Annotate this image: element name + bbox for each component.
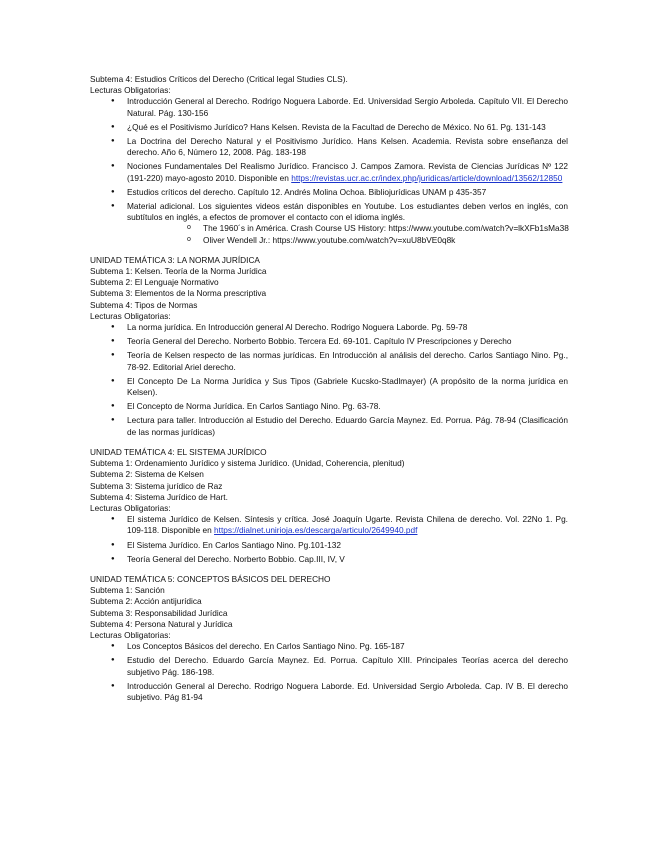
subtema-item: Subtema 1: Sanción bbox=[90, 585, 165, 596]
video-item: o The 1960´s in América. Crash Course US History: https://www.youtube.com/watch?v=lkXFb1sMa38 bbox=[127, 223, 568, 234]
reading-item: ● Teoría de Kelsen respecto de las normas jurídicas. En Introducción al análisis del derecho. Carlos Santiago Nino. Pg., 78-92. Editorial Ariel derecho. bbox=[90, 350, 568, 372]
subtema-item: Subtema 4: Persona Natural y Jurídica bbox=[90, 618, 233, 629]
subtema-item: Subtema 1: Kelsen. Teoría de la Norma Jurídica bbox=[90, 266, 267, 277]
subtema-item: Subtema 1: Ordenamiento Jurídico y sistema Jurídico. (Unidad, Coherencia, plenitud) bbox=[90, 458, 405, 469]
readings-list bbox=[90, 96, 568, 245]
reading-item: ● Estudio del Derecho. Eduardo García Maynez. Ed. Porrua. Capítulo XIII. Principales Teorías acerca del derecho subjetivo Pág. 186-198. bbox=[90, 655, 568, 677]
reading-item: ● Introducción General al Derecho. Rodrigo Noguera Laborde. Ed. Universidad Sergio Arboleda. Capítulo VII. El Derecho Natural. Pág. 130-156 bbox=[90, 96, 568, 118]
reading-item: ● El Concepto De La Norma Jurídica y Sus Tipos (Gabriele Kucsko-Stadlmayer) (A propósito de la norma jurídica en Kelsen). bbox=[90, 376, 568, 398]
readings-list bbox=[90, 322, 568, 438]
reading-item: ● La Doctrina del Derecho Natural y el Positivismo Jurídico. Hans Kelsen. Academia. Revista sobre enseñanza del derecho. Año 6, Número 12, 2008. Pág. 183-198 bbox=[90, 136, 568, 158]
video-list bbox=[127, 223, 568, 245]
reading-item: ● Lectura para taller. Introducción al Estudio del Derecho. Eduardo García Maynez. Ed. Porrua. Pág. 78-94 (Clasificación de las normas jurídicas) bbox=[90, 415, 568, 437]
reading-item: ● La norma jurídica. En Introducción general Al Derecho. Rodrigo Noguera Laborde. Pg. 59-78 bbox=[90, 322, 568, 333]
video-item: o Oliver Wendell Jr.: https://www.youtube.com/watch?v=xuU8bVE0q8k bbox=[127, 235, 568, 246]
reading-item: ● El Concepto de Norma Jurídica. En Carlos Santiago Nino. Pg. 63-78. bbox=[90, 401, 568, 412]
readings-list bbox=[90, 514, 568, 565]
readings-list bbox=[90, 641, 568, 703]
reading-item: ● Estudios críticos del derecho. Capítulo 12. Andrés Molina Ochoa. Bibliojurídicas UNAM p 435-357 bbox=[90, 187, 568, 198]
reading-item: ● Teoría General del Derecho. Norberto Bobbio. Cap.III, IV, V bbox=[90, 554, 568, 565]
reading-link[interactable]: https://dialnet.unirioja.es/descarga/articulo/2649940.pdf bbox=[214, 525, 418, 536]
reading-item: ● Introducción General al Derecho. Rodrigo Noguera Laborde. Ed. Universidad Sergio Arboleda. Cap. IV B. El derecho subjetivo. Pág 81-94 bbox=[90, 681, 568, 703]
subtema-item: Subtema 2: Sistema de Kelsen bbox=[90, 469, 204, 480]
reading-item: ● ¿Qué es el Positivismo Jurídico? Hans Kelsen. Revista de la Facultad de Derecho de México. No 61. Pg. 131-143 bbox=[90, 122, 568, 133]
subtema-item: Subtema 3: Responsabilidad Jurídica bbox=[90, 607, 228, 618]
intro-section bbox=[90, 74, 568, 246]
reading-text: Material adicional. Los siguientes videos están disponibles en Youtube. Los estudiantes deben verlos en inglés, con subtítulos en inglés, a efectos de promover el contacto con el idioma inglés. bbox=[127, 201, 568, 223]
reading-item: ● Los Conceptos Básicos del derecho. En Carlos Santiago Nino. Pg. 165-187 bbox=[90, 641, 568, 652]
reading-item bbox=[90, 161, 568, 183]
lecturas-label: Lecturas Obligatorias: bbox=[90, 85, 171, 96]
reading-item: ● El Sistema Jurídico. En Carlos Santiago Nino. Pg.101-132 bbox=[90, 540, 568, 551]
reading-text: El sistema Jurídico de Kelsen. Síntesis y crítica. José Joaquín Ugarte. Revista Chilena de derecho. Vol. 22No 1. Pg. 109-118. Disponible en bbox=[127, 514, 568, 536]
reading-item bbox=[90, 514, 568, 536]
subtema-item: Subtema 3: Elementos de la Norma prescriptiva bbox=[90, 288, 267, 299]
unit5-title: UNIDAD TEMÁTICA 5: CONCEPTOS BÁSICOS DEL DERECHO bbox=[90, 573, 331, 584]
reading-link[interactable]: https://revistas.ucr.ac.cr/index.php/juridicas/article/download/13562/12850 bbox=[291, 172, 563, 183]
subtema-heading: Subtema 4: Estudios Críticos del Derecho (Critical legal Studies CLS). bbox=[90, 74, 348, 84]
unit4-title: UNIDAD TEMÁTICA 4: EL SISTEMA JURÍDICO bbox=[90, 446, 267, 457]
subtema-item: Subtema 4: Sistema Jurídico de Hart. bbox=[90, 491, 228, 502]
subtema-item: Subtema 3: Sistema jurídico de Raz bbox=[90, 480, 223, 491]
unit3-title: UNIDAD TEMÁTICA 3: LA NORMA JURÍDICA bbox=[90, 254, 260, 265]
document-page bbox=[90, 74, 568, 706]
reading-item bbox=[90, 201, 568, 246]
subtema-item: Subtema 2: Acción antijurídica bbox=[90, 596, 202, 607]
reading-item: ● Teoría General del Derecho. Norberto Bobbio. Tercera Ed. 69-101. Capítulo IV Prescripciones y Derecho bbox=[90, 336, 568, 347]
lecturas-label: Lecturas Obligatorias: bbox=[90, 629, 171, 640]
subtema-item: Subtema 4: Tipos de Normas bbox=[90, 299, 198, 310]
reading-text: Nociones Fundamentales Del Realismo Jurídico. Francisco J. Campos Zamora. Revista de Ciencias Jurídicas Nº 122 (191-220) mayo-agosto 2010. Disponible en bbox=[127, 161, 568, 183]
subtema-item: Subtema 2: El Lenguaje Normativo bbox=[90, 277, 219, 288]
lecturas-label: Lecturas Obligatorias: bbox=[90, 502, 171, 513]
lecturas-label: Lecturas Obligatorias: bbox=[90, 310, 171, 321]
